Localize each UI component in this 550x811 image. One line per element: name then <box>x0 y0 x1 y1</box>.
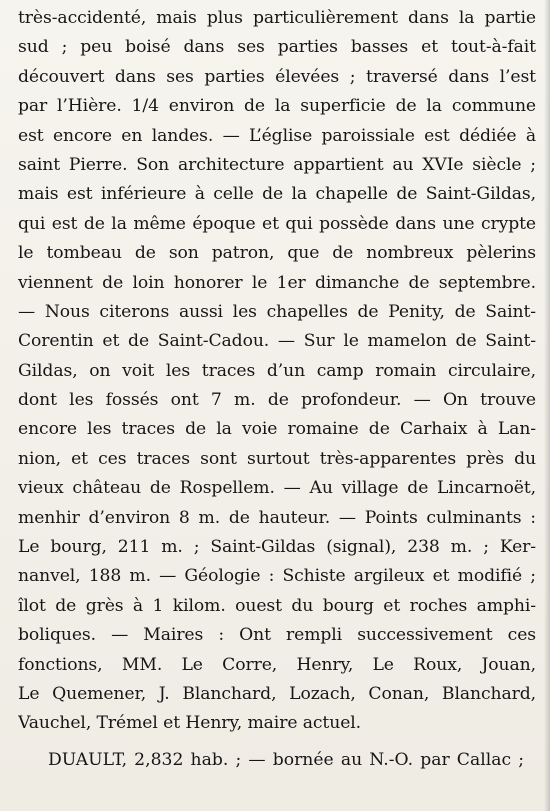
text-line: par l’Hière. 1/4 environ de la superficie de la commune <box>18 96 536 117</box>
page-edge-shadow <box>544 0 550 811</box>
text-line: sud ; peu boisé dans ses parties basses et tout-à-fait <box>18 37 536 58</box>
text-line: est encore en landes. — L’église paroissiale est dédiée à <box>18 125 536 146</box>
text-line: mais est inférieure à celle de la chapelle de Saint-Gildas, <box>18 184 536 205</box>
text-line: encore les traces de la voie romaine de Carhaix à Lan- <box>18 419 536 440</box>
text-line: fonctions, MM. Le Corre, Henry, Le Roux, Jouan, <box>18 654 536 675</box>
text-line: découvert dans ses parties élevées ; traversé dans l’est <box>18 66 536 87</box>
text-line: — Nous citerons aussi les chapelles de Penity, de Saint- <box>18 301 536 322</box>
text-line: Le Quemener, J. Blanchard, Lozach, Conan, Blanchard, <box>18 683 536 704</box>
text-line: îlot de grès à 1 kilom. ouest du bourg et roches amphi- <box>18 595 536 616</box>
text-line: Gildas, on voit les traces d’un camp romain circulaire, <box>18 360 536 381</box>
text-line: vieux château de Rospellem. — Au village de Lincarnoët, <box>18 478 536 499</box>
text-line: très-accidenté, mais plus particulièrement dans la partie <box>18 8 536 28</box>
text-line: boliques. — Maires : Ont rempli successivement ces <box>18 625 536 646</box>
text-line: dont les fossés ont 7 m. de profondeur. — On trouve <box>18 390 536 411</box>
commune-heading-line: DUAULT, 2,832 hab. ; — bornée au N.-O. par Callac ; <box>48 750 524 770</box>
text-line: le tombeau de son patron, que de nombreux pèlerins <box>18 243 536 264</box>
text-line: saint Pierre. Son architecture appartient au XVIe siècle ; <box>18 154 536 175</box>
text-line: Vauchel, Trémel et Henry, maire actuel. <box>18 713 362 734</box>
text-line: menhir d’environ 8 m. de hauteur. — Points culminants : <box>18 507 536 528</box>
text-line: viennent de loin honorer le 1er dimanche de septembre. <box>18 272 536 293</box>
text-line: Le bourg, 211 m. ; Saint-Gildas (signal), 238 m. ; Ker- <box>18 537 536 558</box>
text-line: Corentin et de Saint-Cadou. — Sur le mamelon de Saint- <box>18 331 536 352</box>
body-text <box>18 4 536 739</box>
text-line: nion, et ces traces sont surtout très-apparentes près du <box>18 448 536 469</box>
text-line: qui est de la même époque et qui possède dans une crypte <box>18 213 536 234</box>
text-line: nanvel, 188 m. — Géologie : Schiste argileux et modifié ; <box>18 566 536 587</box>
